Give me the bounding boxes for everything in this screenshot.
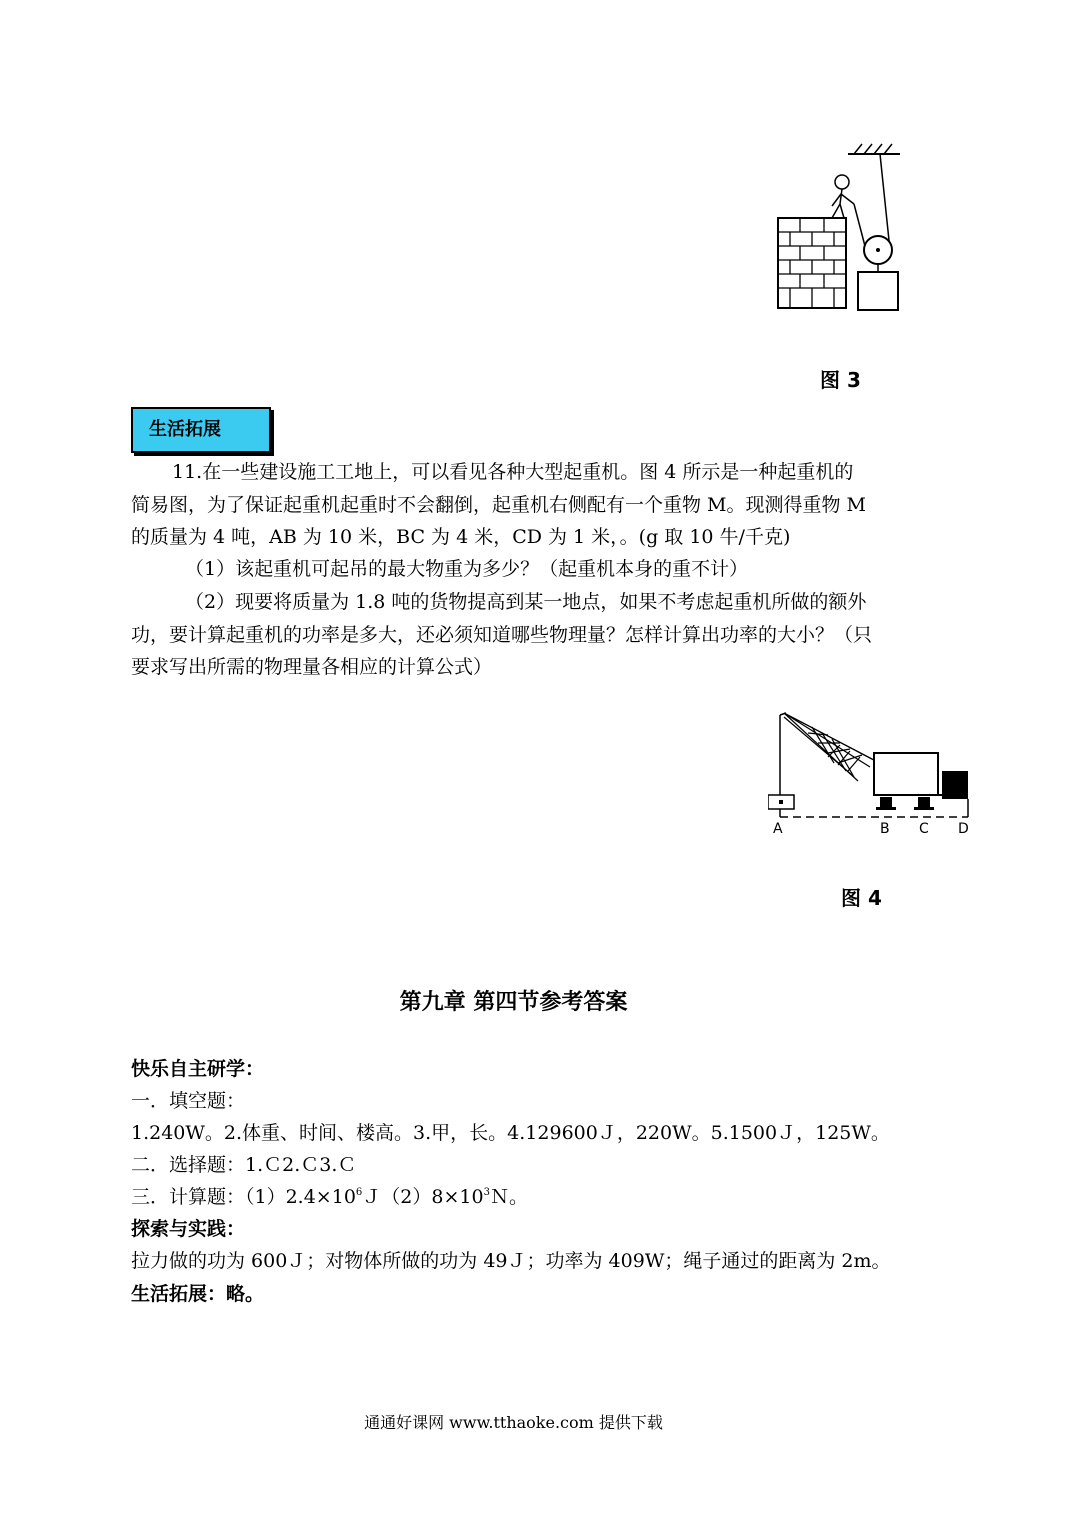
answers-calc-exp-1: 6 bbox=[355, 1187, 363, 1198]
question-11-line-2: 简易图，为了保证起重机起重时不会翻倒，起重机右侧配有一个重物 M。现测得重物 M bbox=[131, 494, 866, 516]
answers-section-1-title: 快乐自主研学： bbox=[131, 1058, 265, 1080]
answers-choice: 二．选择题：1.Ｃ2.Ｃ3.Ｃ bbox=[131, 1154, 357, 1176]
figure-4-caption: 图 4 bbox=[841, 886, 882, 910]
figure-4-label-a: A bbox=[773, 821, 783, 837]
question-11-sub-2-line-2: 功，要计算起重机的功率是多大，还必须知道哪些物理量？怎样计算出功率的大小？（只 bbox=[131, 624, 873, 646]
page-footer: 通通好课网 www.tthaoke.com 提供下载 bbox=[364, 1413, 663, 1432]
answers-calc-prefix: 三．计算题：（1）2.4×10 bbox=[131, 1186, 356, 1208]
question-11-sub-1: （1）该起重机可起吊的最大物重为多少？（起重机本身的重不计） bbox=[185, 558, 749, 580]
answers-calc-suffix: Ｎ。 bbox=[489, 1186, 528, 1208]
figure-4-label-c: C bbox=[919, 821, 929, 837]
answers-explore: 拉力做的功为 600Ｊ；对物体所做的功为 49Ｊ；功率为 409W；绳子通过的距离为 2m。 bbox=[131, 1250, 891, 1272]
figure-4-label-b: B bbox=[880, 821, 890, 837]
figure-4-crane-diagram bbox=[768, 705, 978, 840]
question-11-sub-2-line-3: 要求写出所需的物理量各相应的计算公式） bbox=[131, 656, 493, 678]
answers-calc bbox=[131, 1181, 528, 1213]
question-11-line-1: 11.在一些建设施工工地上，可以看见各种大型起重机。图 4 所示是一种起重机的 bbox=[172, 461, 854, 483]
question-11-line-3: 的质量为 4 吨，AB 为 10 米，BC 为 4 米，CD 为 1 米，。(g 取 10 牛/千克) bbox=[131, 526, 791, 548]
question-11-sub-2-line-1: （2）现要将质量为 1.8 吨的货物提高到某一地点，如果不考虑起重机所做的额外 bbox=[185, 591, 867, 613]
answers-fill-answers: 1.240W。2.体重、时间、楼高。3.甲，长。4.129600Ｊ，220W。5.1500Ｊ，125W。 bbox=[131, 1122, 890, 1144]
answers-calc-mid: Ｊ（2）8×10 bbox=[362, 1186, 484, 1208]
figure-3-caption: 图 3 bbox=[820, 368, 861, 392]
figure-4-label-d: D bbox=[958, 821, 969, 837]
answers-title: 第九章 第四节参考答案 bbox=[399, 990, 628, 1015]
answers-calc-exp-2: 3 bbox=[483, 1187, 490, 1198]
answers-section-3: 生活拓展：略。 bbox=[131, 1283, 265, 1305]
answers-section-2-title: 探索与实践： bbox=[131, 1218, 246, 1240]
figure-3-pulley-diagram bbox=[770, 140, 910, 320]
section-tag-life-extension: 生活拓展 bbox=[131, 407, 271, 453]
answers-fill-title: 一．填空题： bbox=[131, 1090, 246, 1112]
